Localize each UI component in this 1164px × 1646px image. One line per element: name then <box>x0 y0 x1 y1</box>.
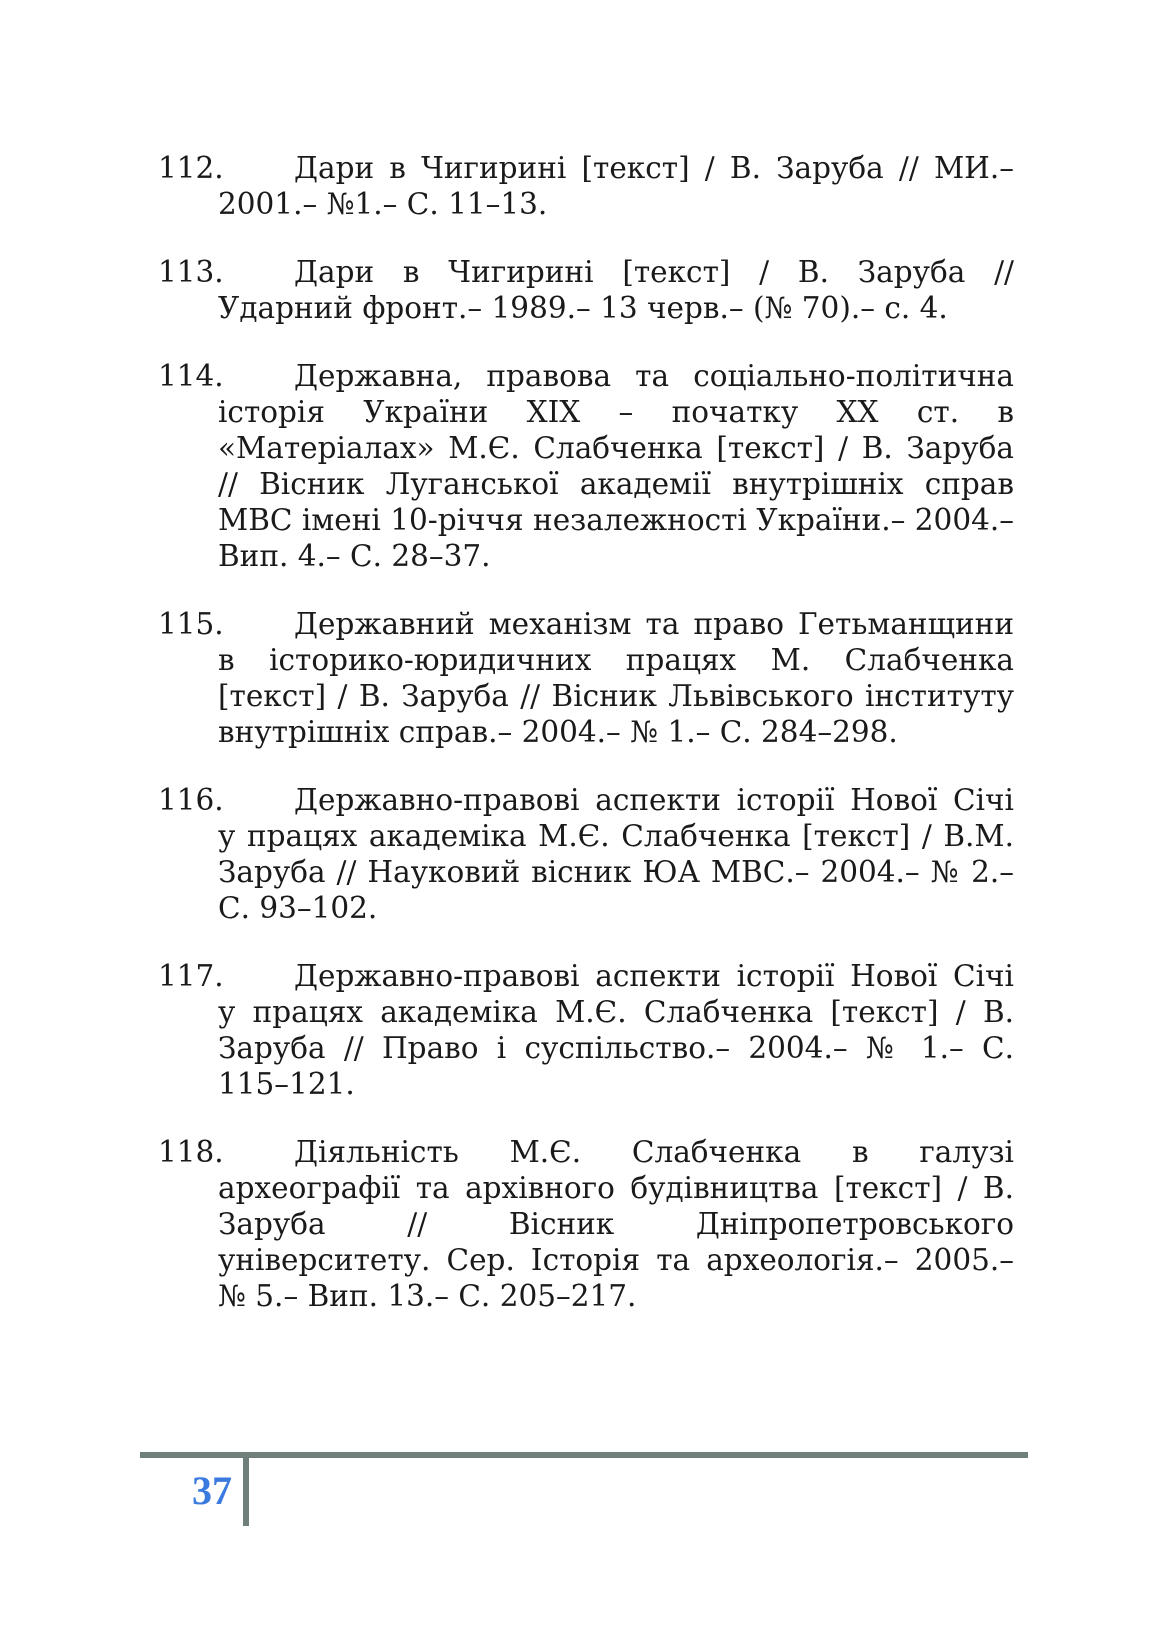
page-number: 37 <box>192 1468 232 1513</box>
bibliography-entry-113 <box>158 254 1014 326</box>
bibliography-entry-115 <box>158 606 1014 750</box>
entry-number: 116. <box>158 783 224 817</box>
footer-rule-tick <box>243 1452 249 1526</box>
entry-number: 113. <box>158 255 224 289</box>
bibliography-entry-114 <box>158 358 1014 574</box>
bibliography-entry-116 <box>158 782 1014 926</box>
entry-text: Дари в Чигирині [текст] / В. Заруба // Ударний фронт.– 1989.– 13 черв.– (№ 70).– с. 4. <box>218 255 1014 325</box>
entry-text: Діяльність М.Є. Слабченка в галузі археографії та архівного будівництва [текст] / В. Заруба // Вісник Дніпропетровського університету. Сер. Історія та археологія.– 2005.– № 5.– Вип. 13.– С. 205–217. <box>218 1135 1014 1313</box>
entry-number: 114. <box>158 359 224 393</box>
entry-text: Державна, правова та соціально-політична історія України ХІХ – початку ХХ ст. в «Матеріалах» М.Є. Слабченка [текст] / В. Заруба // Вісник Луганської академії внутрішніх справ МВС імені 10-річчя незалежності України.– 2004.– Вип. 4.– С. 28–37. <box>218 359 1014 573</box>
footer-rule <box>140 1452 1028 1458</box>
bibliography-entry-118 <box>158 1134 1014 1314</box>
entry-text: Державний механізм та право Гетьманщини в історико-юридичних працях М. Слабченка [текст] / В. Заруба // Вісник Львівського інституту внутрішніх справ.– 2004.– № 1.– С. 284–298. <box>218 607 1014 749</box>
entry-text: Дари в Чигирині [текст] / В. Заруба // МИ.– 2001.– №1.– С. 11–13. <box>218 151 1014 221</box>
entry-number: 118. <box>158 1135 224 1169</box>
bibliography-list <box>158 150 1014 1346</box>
entry-number: 112. <box>158 151 224 185</box>
entry-text: Державно-правові аспекти історії Нової Січі у працях академіка М.Є. Слабченка [текст] / В.М. Заруба // Науковий вісник ЮА МВС.– 2004.– № 2.– С. 93–102. <box>218 783 1014 925</box>
bibliography-entry-117 <box>158 958 1014 1102</box>
bibliography-entry-112 <box>158 150 1014 222</box>
entry-number: 115. <box>158 607 224 641</box>
entry-text: Державно-правові аспекти історії Нової Січі у працях академіка М.Є. Слабченка [текст] / В. Заруба // Право і суспільство.– 2004.– № 1.– С. 115–121. <box>218 959 1014 1101</box>
entry-number: 117. <box>158 959 224 993</box>
